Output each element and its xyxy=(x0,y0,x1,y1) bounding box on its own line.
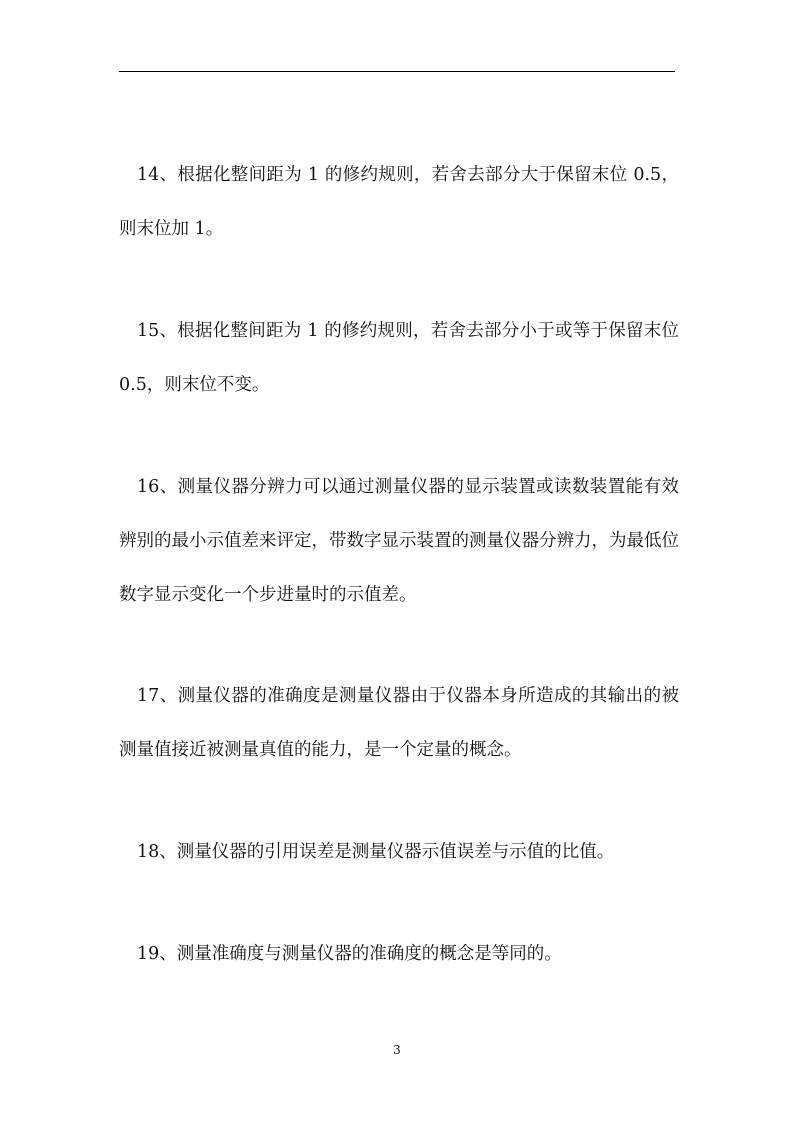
paragraph-16: 16、测量仪器分辨力可以通过测量仪器的显示装置或读数装置能有效辨别的最小示值差来评定，带数字显示装置的测量仪器分辨力，为最低位数字显示变化一个步进量时的示值差。 xyxy=(119,477,679,605)
paragraph-18: 18、测量仪器的引用误差是测量仪器示值误差与示值的比值。 xyxy=(137,842,615,862)
paragraph-17: 17、测量仪器的准确度是测量仪器由于仪器本身所造成的其输出的被测量值接近被测量真值的能力，是一个定量的概念。 xyxy=(119,686,679,760)
paragraph-15: 15、根据化整间距为 1 的修约规则，若舍去部分小于或等于保留末位 0.5，则末位不变。 xyxy=(119,321,679,395)
paragraph-14: 14、根据化整间距为 1 的修约规则，若舍去部分大于保留末位 0.5，则末位加 1。 xyxy=(119,165,679,239)
page-number: 3 xyxy=(393,1043,401,1057)
header-rule xyxy=(119,71,675,72)
paragraph-19: 19、测量准确度与测量仪器的准确度的概念是等同的。 xyxy=(137,944,562,964)
